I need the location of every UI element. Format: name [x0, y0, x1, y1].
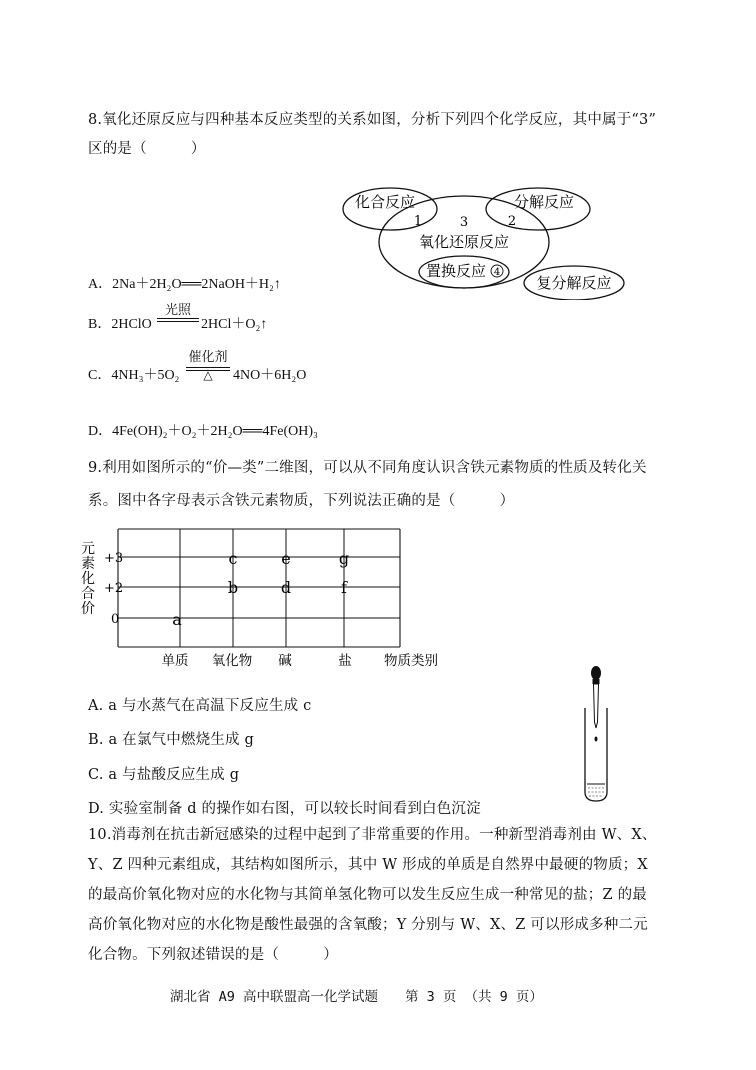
- reaction-condition-catalyst: 催化剂: [188, 350, 228, 365]
- q8-option-d: [88, 420, 318, 440]
- q9-option-b: B. a 在氯气中燃烧生成 g: [88, 732, 255, 748]
- x-tick-salt: 盐: [338, 653, 352, 669]
- point-e: e: [281, 549, 291, 568]
- q10-line3: 的最高价氧化物对应的水化物与其简单氢化物可以发生反应生成一种常见的盐；Z 的最: [88, 887, 647, 903]
- q8-stem-line1: 8.氧化还原反应与四种基本反应类型的关系如图，分析下列四个化学反应，其中属于“3”: [88, 112, 657, 128]
- x-tick-elemental: 单质: [161, 653, 189, 669]
- point-c: c: [228, 549, 238, 568]
- option-letter: D．: [88, 424, 113, 439]
- venn-label-double-decomposition: 复分解反应: [536, 274, 612, 292]
- point-a: a: [172, 610, 182, 629]
- point-f: f: [341, 578, 347, 597]
- equation-left: 2HClO: [111, 317, 152, 332]
- equation-right: 2HCl＋O₂↑: [201, 317, 268, 332]
- q9-option-d: D. 实验室制备 d 的操作如右图，可以较长时间看到白色沉淀: [88, 801, 481, 817]
- y-label-char: 合: [81, 586, 95, 602]
- q9-option-c: C. a 与盐酸反应生成 g: [88, 767, 240, 783]
- equals-bar: [157, 318, 199, 322]
- y-label-char: 价: [81, 601, 95, 617]
- y-tick-plus3: +3: [104, 551, 124, 566]
- y-tick-plus2: +2: [104, 581, 124, 596]
- droplet: [595, 737, 598, 742]
- venn-region-1: 1: [413, 214, 423, 229]
- option-letter: C．: [88, 368, 112, 383]
- venn-label-displacement: 置换反应: [425, 262, 487, 280]
- y-label-char: 素: [81, 556, 95, 572]
- reaction-condition-heat: △: [203, 368, 213, 382]
- x-axis-label: 物质类别: [384, 653, 438, 669]
- dropper-test-tube-illustration: [576, 664, 616, 804]
- point-b: b: [227, 578, 239, 597]
- reaction-type-venn-diagram: [340, 180, 640, 300]
- q9-option-a: A. a 与水蒸气在高温下反应生成 c: [88, 698, 312, 714]
- option-letter: A．: [88, 277, 113, 292]
- x-tick-base: 碱: [278, 653, 292, 669]
- q10-line4: 高价氧化物对应的水化物是酸性最强的含氧酸；Y 分别与 W、X、Z 可以形成多种二元: [88, 917, 648, 933]
- venn-label-combination: 化合反应: [354, 193, 416, 211]
- q8-stem-line2: 区的是（ ）: [88, 141, 206, 157]
- venn-region-3: 3: [459, 215, 469, 230]
- y-axis-label: [81, 541, 95, 617]
- equation-left: 4NH₃＋5O₂: [111, 368, 180, 383]
- y-label-char: 化: [81, 571, 95, 587]
- equation-right: 4NO＋6H₂O: [233, 368, 307, 383]
- q9-stem-line2: 系。图中各字母表示含铁元素物质，下列说法正确的是（ ）: [88, 493, 515, 509]
- q10-line2: Y、Z 四种元素组成，其结构如图所示，其中 W 形成的单质是自然界中最硬的物质；X: [88, 857, 648, 873]
- q10-line5: 化合物。下列叙述错误的是（ ）: [88, 947, 338, 963]
- dropper-collar: [593, 679, 600, 684]
- reaction-condition: 光照: [164, 303, 191, 318]
- q10-line1: 10.消毒剂在抗击新冠感染的过程中起到了非常重要的作用。一种新型消毒剂由 W、X、: [88, 827, 657, 843]
- x-tick-oxide: 氧化物: [211, 653, 253, 669]
- point-d: d: [280, 578, 292, 597]
- q8-option-c: [88, 364, 179, 384]
- y-tick-zero: 0: [111, 612, 120, 627]
- point-g: g: [338, 549, 350, 568]
- y-label-char: 元: [81, 541, 95, 557]
- equation: 2Na＋2H₂O══2NaOH＋H₂↑: [112, 277, 281, 292]
- venn-label-redox: 氧化还原反应: [418, 233, 510, 251]
- venn-region-4: 4: [493, 267, 501, 278]
- q9-stem-line1: 9.利用如图所示的“价—类”二维图，可以从不同角度认识含铁元素物质的性质及转化关: [88, 460, 647, 476]
- valence-class-chart: [78, 525, 448, 675]
- q8-option-b: [88, 313, 152, 333]
- venn-region-2: 2: [507, 214, 517, 229]
- page-footer: 湖北省 A9 高中联盟高一化学试题 第 3 页 （共 9 页）: [170, 989, 543, 1005]
- q8-option-a: [88, 273, 281, 293]
- option-letter: B．: [88, 317, 112, 332]
- equation: 4Fe(OH)₂＋O₂＋2H₂O══4Fe(OH)₃: [112, 424, 318, 439]
- dropper-tube: [594, 684, 599, 728]
- dropper-bulb: [591, 666, 601, 680]
- venn-label-decomposition: 分解反应: [513, 193, 575, 211]
